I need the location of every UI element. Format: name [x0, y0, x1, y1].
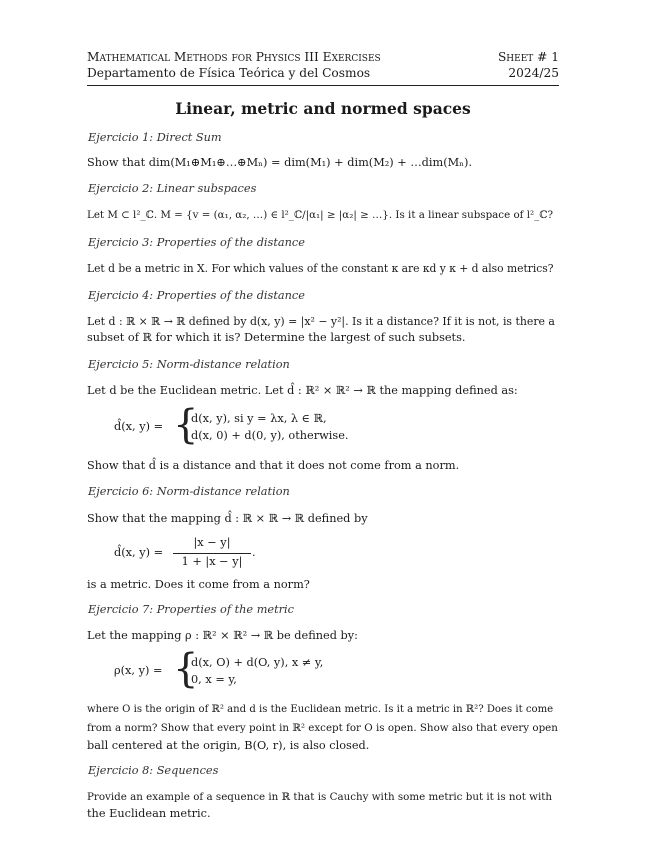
academic-year: 2024/25	[508, 66, 559, 80]
header-rule	[87, 85, 559, 86]
exercise-5-case-1: d(x, y), si y = λx, λ ∈ ℝ,	[191, 412, 327, 425]
exercise-8-heading: Ejercicio 8: Sequences	[88, 764, 219, 777]
exercise-7-lhs: ρ(x, y) =	[114, 664, 163, 677]
exercise-7-line-3: ball centered at the origin, B(O, r), is also closed.	[87, 739, 370, 752]
exercise-5-lhs: d̂(x, y) =	[114, 420, 164, 433]
exercise-4-line-1: Let d : ℝ × ℝ → ℝ defined by d(x, y) = |x² − y²|. Is it a distance? If it is not, is there a	[87, 315, 555, 328]
exercise-6-after: is a metric. Does it come from a norm?	[87, 578, 310, 591]
page-title: Linear, metric and normed spaces	[175, 99, 471, 118]
exercise-6-tail: .	[252, 546, 256, 559]
exercise-8-line-1: Provide an example of a sequence in ℝ that is Cauchy with some metric but it is not with	[87, 791, 553, 803]
exercise-7-intro: Let the mapping ρ : ℝ² × ℝ² → ℝ be defined by:	[87, 629, 358, 642]
exercise-3-text: Let d be a metric in X. For which values of the constant κ are κd y κ + d also metrics?	[87, 262, 554, 275]
exercise-7-line-1: where O is the origin of ℝ² and d is the Euclidean metric. Is it a metric in ℝ²? Does it come	[87, 704, 554, 715]
exercise-7-case-1: d(x, O) + d(O, y), x ≠ y,	[191, 656, 324, 669]
exercise-6-intro: Show that the mapping d̂ : ℝ × ℝ → ℝ defined by	[87, 512, 368, 525]
exercise-5-heading: Ejercicio 5: Norm-distance relation	[88, 358, 290, 371]
exercise-8-line-2: the Euclidean metric.	[87, 807, 211, 820]
exercise-5-case-2: d(x, 0) + d(0, y), otherwise.	[191, 429, 349, 442]
exercise-2-text: Let M ⊂ l²_ℂ. M = {v = (α₁, α₂, …) ∈ l²_ℂ/|α₁| ≥ |α₂| ≥ …}. Is it a linear subspace of l²_ℂ?	[87, 209, 554, 221]
exercise-7-line-2: from a norm? Show that every point in ℝ² except for O is open. Show also that every open	[87, 722, 558, 734]
exercise-1-text: Show that dim(M₁⊕M₁⊕…⊕Mₙ) = dim(M₁) + dim(M₂) + …dim(Mₙ).	[87, 156, 473, 169]
exercise-7-brace: {	[173, 646, 199, 692]
department: Departamento de Física Teórica y del Cosmos	[87, 66, 371, 80]
exercise-4-line-2: subset of ℝ for which it is? Determine the largest of such subsets.	[87, 331, 466, 344]
exercise-5-intro: Let d be the Euclidean metric. Let d̂ : ℝ² × ℝ² → ℝ the mapping defined as:	[87, 384, 518, 397]
exercise-6-lhs: d̂(x, y) =	[114, 546, 164, 559]
exercise-5-after: Show that d̂ is a distance and that it does not come from a norm.	[87, 459, 460, 472]
exercise-6-heading: Ejercicio 6: Norm-distance relation	[88, 485, 290, 498]
exercise-7-case-2: 0, x = y,	[191, 673, 237, 686]
exercise-7-heading: Ejercicio 7: Properties of the metric	[88, 603, 294, 616]
exercise-6-fraction-bar	[173, 553, 251, 554]
exercise-5-brace: {	[173, 402, 199, 448]
course-title: Mathematical Methods for Physics III Exercises	[87, 50, 381, 64]
exercise-6-denominator: 1 + |x − y|	[181, 555, 243, 568]
sheet-number: Sheet # 1	[497, 50, 559, 64]
exercise-4-heading: Ejercicio 4: Properties of the distance	[88, 289, 305, 302]
exercise-2-heading: Ejercicio 2: Linear subspaces	[88, 182, 257, 195]
exercise-6-numerator: |x − y|	[193, 536, 231, 549]
exercise-3-heading: Ejercicio 3: Properties of the distance	[88, 236, 305, 249]
exercise-1-heading: Ejercicio 1: Direct Sum	[88, 131, 222, 144]
document-page	[87, 0, 559, 848]
